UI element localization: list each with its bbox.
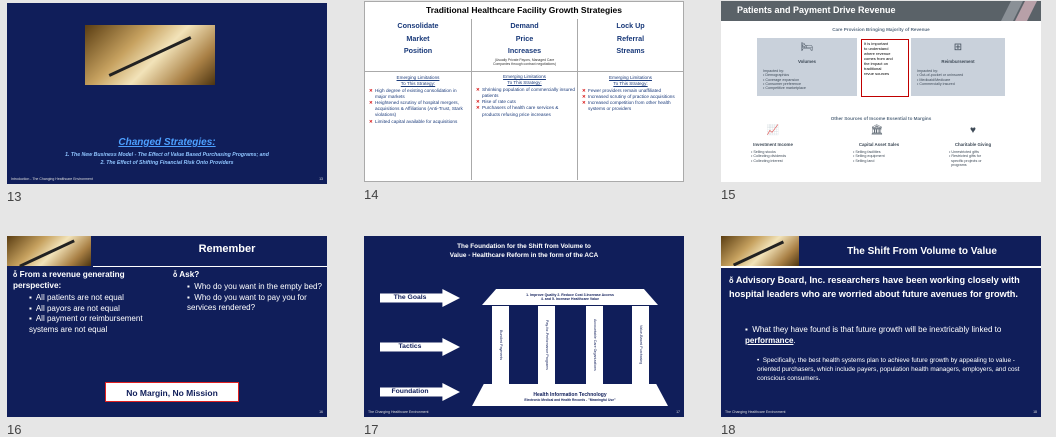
slide-15 <box>721 1 1041 182</box>
slide-number: 14 <box>364 187 379 202</box>
slide-title: The Foundation for the Shift from Volume to Value - Healthcare Reform in the form of the ACA <box>449 243 599 259</box>
investment-title: Investment Income <box>753 142 793 147</box>
slide-title: Patients and Payment Drive Revenue <box>737 5 896 15</box>
capital-title: Capital Asset Sales <box>858 142 900 147</box>
strategy-column-2: Demand Price Increases (Usually Private Payors, Managed Care Companies through contract negotiations) Emerging Limitations To This Strategy: ✕ Shrinking population of commercially insured patients ✕ Rise of rate cuts ✕ Purchasers of health care services & products refusing price increases <box>471 19 577 180</box>
limitation-item: ✕ Limited capital available for acquisitions <box>369 118 458 124</box>
limitation-item: ✕ Shrinking population of commercially insured patients <box>476 86 576 98</box>
x-mark-icon: ✕ <box>476 86 480 92</box>
x-mark-icon: ✕ <box>476 105 480 111</box>
pen-paper-photo <box>7 236 91 266</box>
slide-title: The Shift From Volume to Value <box>847 246 997 257</box>
roof-text: 1. Improve Quality 2. Reduce Cost 3.Increase Access 4. and 5. Increase Healthcare Value <box>526 293 614 302</box>
bullet-icon: ỗ <box>729 276 734 285</box>
pillar-label: Pay-for-Performance Programs <box>545 320 549 370</box>
right-list: ▪ Who do you want in the empty bed? ▪ Who do you want to pay you for services rendered? <box>187 282 322 312</box>
slide-13 <box>7 3 327 184</box>
slide-number: 16 <box>7 422 22 437</box>
bed-icon: 🛏 <box>800 42 814 53</box>
limitation-item: ✕ Heightened scrutiny of hospital mergers, acquisitions & Affiliations (Anti-Trust, Stark violations) <box>369 99 463 118</box>
limitation-item: ✕ Purchasers of health care services & products refusing price increases <box>476 105 559 117</box>
pillar-label: Value-Based Purchasing <box>639 325 643 365</box>
limitation-item: ✕ Increased competition from other health systems or providers <box>582 99 671 112</box>
x-mark-icon: ✕ <box>476 99 480 105</box>
slide-title: Traditional Healthcare Facility Growth Strategies <box>425 5 623 15</box>
callout-box: It is important to understand where revenue comes from and the impact on traditional revue sources <box>861 39 909 97</box>
base-subtitle: Electronic Medical and Health Records - "Meaningful Use" <box>524 398 616 402</box>
volumes-list: Impacted by: • Demographics • Coverage expansion • Consumer preference • Competitive marketplace <box>763 69 806 91</box>
reimbursement-list: Impacted by: • Out-of-pocket or uninsured • Medicaid/Medicare • Commercially insured <box>917 69 964 86</box>
slide-14 <box>364 1 684 182</box>
bullet-icon: ỗ <box>13 272 18 279</box>
charitable-title: Charitable Giving <box>954 142 992 147</box>
x-mark-icon: ✕ <box>369 99 373 105</box>
x-mark-icon: ✕ <box>369 118 373 124</box>
slide-title: Changed Strategies: <box>118 137 216 148</box>
x-mark-icon: ✕ <box>369 87 373 93</box>
investment-list: • Selling stocks • Collecting dividends • Collecting interest <box>751 150 787 163</box>
slide-16 <box>7 236 327 417</box>
right-heading: ỗ Ask? <box>173 270 200 279</box>
arrow-label-tactics: Tactics <box>398 343 422 350</box>
volumes-title: Volumes <box>798 59 816 64</box>
reimbursement-title: Reimbursement <box>941 59 975 64</box>
slide-footer: Introduction - The Changing Healthcare Environment <box>11 177 93 181</box>
bullet-icon: ỗ <box>173 272 178 279</box>
decor-chevron-icon <box>991 1 1041 21</box>
left-heading: ỗ From a revenue generating perspective: <box>13 270 125 290</box>
limitation-item: ✕ Increased scrutiny of practice acquisitions <box>582 93 675 99</box>
pen-paper-photo <box>85 25 215 85</box>
building-icon: 🏛 <box>870 125 884 136</box>
limitation-item: ✕ High degree of existing consolidation in major markets <box>369 87 457 99</box>
base-title: Health Information Technology <box>533 392 607 398</box>
slide-number: 18 <box>721 422 736 437</box>
x-mark-icon: ✕ <box>582 87 586 93</box>
slide-17 <box>364 236 684 417</box>
arrow-label-goals: The Goals <box>393 294 427 301</box>
capital-list: • Selling facilities • Selling equipment • Selling land <box>853 150 885 163</box>
charitable-list: • Unrestricted gifts • Restricted gifts for specific projects or programs <box>949 150 982 167</box>
slide-number: 17 <box>364 422 379 437</box>
divider <box>721 266 1041 268</box>
divider <box>93 266 327 267</box>
slide-page-number: 16 <box>319 410 323 414</box>
plus-card-icon: ⊞ <box>953 42 963 53</box>
slide-subtitle-1: 1. The New Business Model - The Effect of Value Based Purchasing Programs; and <box>65 152 269 158</box>
slide-page-number: 17 <box>676 410 680 414</box>
section-caption-2: Other Sources of Income Essential to Margins <box>830 116 932 121</box>
callout-box: No Margin, No Mission <box>105 382 239 402</box>
slide-footer: The Changing Healthcare Environment <box>368 410 429 414</box>
slide-number: 15 <box>721 187 736 202</box>
slide-title: Remember <box>198 243 256 255</box>
slide-number: 13 <box>7 189 22 204</box>
slide-footer: The Changing Healthcare Environment <box>725 410 786 414</box>
section-caption: Care Provision Bringing Majority of Revenue <box>832 27 930 32</box>
pen-paper-photo <box>721 236 799 266</box>
slide-page-number: 13 <box>319 177 323 181</box>
limitation-item: ✕ Fewer providers remain unaffiliated <box>582 87 662 93</box>
sub-bullet: ▪ What they have found is that future growth will be inextricably linked to performance. <box>745 325 1002 345</box>
slide-subtitle-2: 2. The Effect of Shifting Financial Risk Onto Providers <box>100 160 234 166</box>
title-bar <box>721 1 1041 21</box>
slide-page-number: 18 <box>1033 410 1037 414</box>
main-bullet: ỗ Advisory Board, Inc. researchers have been working closely with hospital leaders who are worried about future avenues for growth. <box>729 275 1020 299</box>
x-mark-icon: ✕ <box>582 93 586 99</box>
x-mark-icon: ✕ <box>582 99 586 105</box>
sub-sub-bullet: • Specifically, the best health systems plan to achieve future growth by appealing to value - oriented purchasers, which include payers, population health managers, employers, and cost conscious consumers. <box>757 357 1020 383</box>
slide-18 <box>721 236 1041 417</box>
strategy-column-3: Lock Up Referral Streams Emerging Limitations To This Strategy: ✕ Fewer providers remain unaffiliated ✕ Increased scrutiny of practice acquisitions ✕ Increased competition from other health systems or providers <box>577 19 683 180</box>
growth-chart-icon: 📈 <box>766 125 780 136</box>
limitation-item: ✕ Rise of rate cuts <box>476 99 516 105</box>
left-list: ▪ All patients are not equal ▪ All payors are not equal ▪ All payment or reimbursement systems are not equal <box>29 293 143 334</box>
arrow-label-foundation: Foundation <box>391 388 429 395</box>
pillar-label: Accountable Care Organizations <box>593 319 597 371</box>
strategy-column-1: Consolidate Market Position Emerging Limitations To This Strategy: ✕ High degree of existing consolidation in major markets ✕ Heightened scrutiny of hospital mergers, acquisitions & Affiliations (Anti-Trust, Stark violations) ✕ Limited capital available for acquisitions <box>365 19 471 180</box>
heart-hand-icon: ♥ <box>970 125 976 136</box>
pillar-label: Bundled Payments <box>499 329 503 361</box>
